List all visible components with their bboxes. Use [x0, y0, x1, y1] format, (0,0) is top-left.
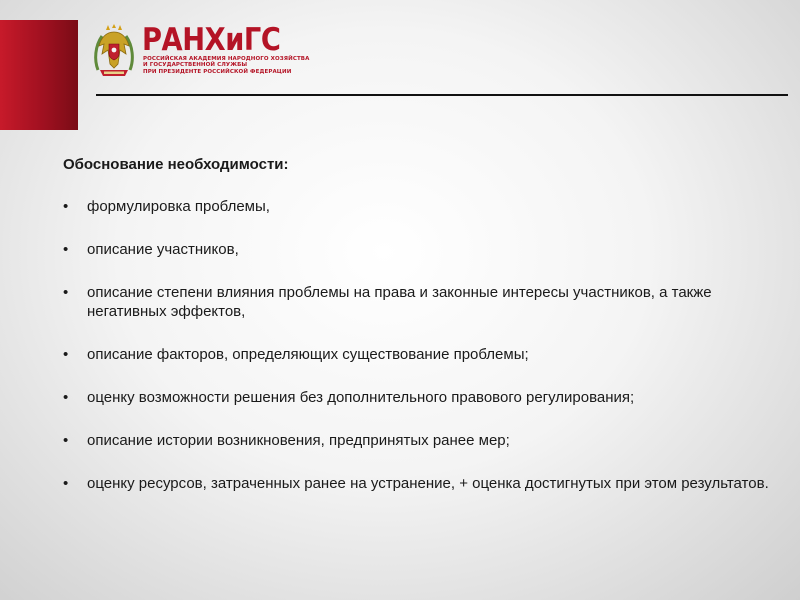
list-item	[63, 345, 783, 364]
list-item-text: формулировка проблемы,	[87, 198, 270, 215]
bullet-icon: •	[63, 346, 69, 363]
bullet-icon: •	[63, 241, 69, 258]
accent-block	[0, 20, 78, 130]
bullet-icon: •	[63, 475, 69, 492]
logo-subtitle-line: ПРИ ПРЕЗИДЕНТЕ РОССИЙСКОЙ ФЕДЕРАЦИИ	[143, 68, 292, 75]
ranepa-logo	[92, 22, 310, 84]
list-item-text: описание факторов, определяющих существование проблемы;	[87, 346, 529, 363]
list-item	[63, 474, 783, 493]
logo-wordmark: РАНХиГС	[142, 22, 281, 58]
list-item-text: описание участников,	[87, 241, 239, 258]
list-item-text: описание степени влияния проблемы на права и законные интересы участников, а также негативных эффектов,	[87, 284, 712, 320]
bullet-icon: •	[63, 284, 69, 301]
logo-subtitle-line: И ГОСУДАРСТВЕННОЙ СЛУЖБЫ	[143, 62, 248, 69]
logo-subtitle-line: РОССИЙСКАЯ АКАДЕМИЯ НАРОДНОГО ХОЗЯЙСТВА	[143, 56, 310, 62]
list-item	[63, 240, 783, 259]
list-item-text: описание истории возникновения, предпринятых ранее мер;	[87, 432, 510, 449]
double-headed-eagle-emblem-icon	[92, 24, 136, 80]
list-item	[63, 197, 783, 216]
bullet-list	[63, 197, 783, 493]
bullet-icon: •	[63, 198, 69, 215]
list-item	[63, 431, 783, 450]
logo-subtitle	[143, 56, 309, 75]
bullet-icon: •	[63, 432, 69, 449]
slide-heading: Обоснование необходимости:	[63, 156, 289, 173]
bullet-icon: •	[63, 389, 69, 406]
list-item	[63, 283, 783, 321]
list-item-text: оценку возможности решения без дополнительного правового регулирования;	[87, 389, 635, 406]
list-item-text: оценку ресурсов, затраченных ранее на устранение, + оценка достигнутых при этом результатов.	[87, 475, 769, 492]
header-divider	[96, 94, 788, 96]
list-item	[63, 388, 783, 407]
slide-content	[63, 155, 783, 517]
